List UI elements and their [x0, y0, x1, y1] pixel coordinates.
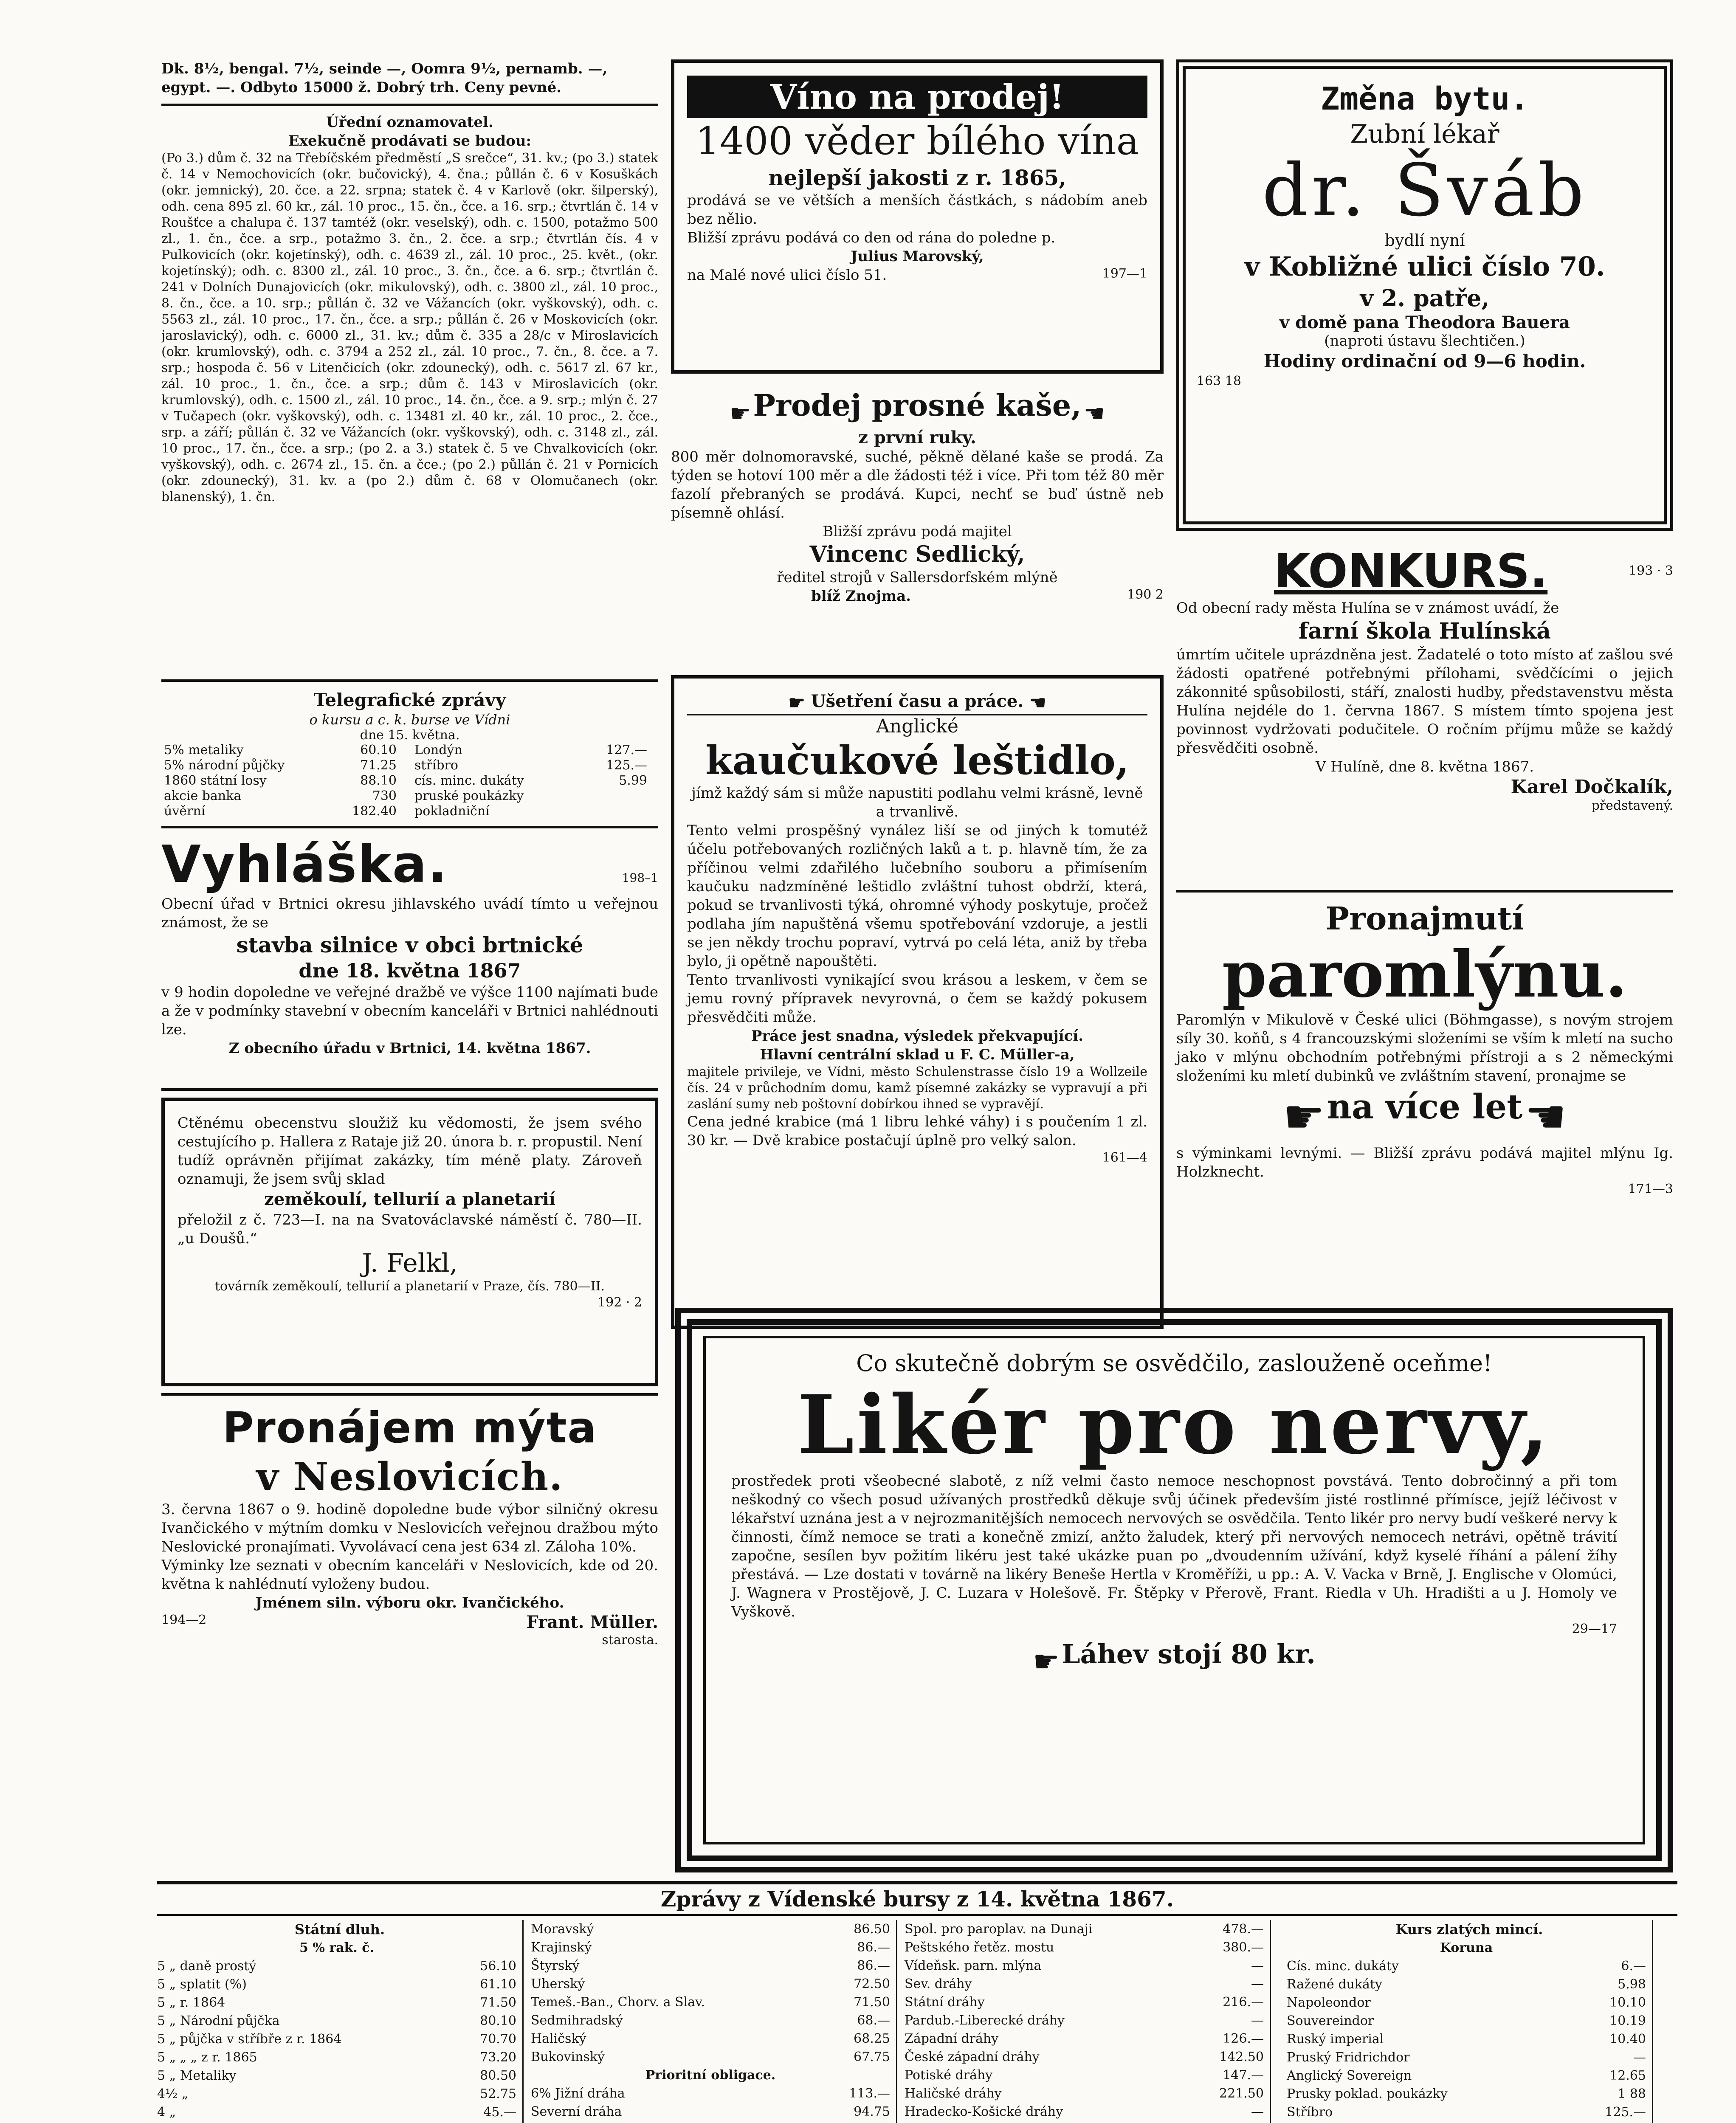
vyhlaska-text-4: v 9 hodin dopoledne ve veřejné dražbě ve výšce 1100 najímati bude a že v podmínky stavební v obecním kanceláři v Brtnici nahlédnouti lze. — [161, 984, 658, 1038]
bursa-value: 1 88 — [1618, 2086, 1646, 2101]
bursa-label: Spol. pro paroplav. na Dunaji — [905, 1922, 1093, 1937]
bursa-row — [905, 1938, 1270, 1957]
mlyn-ref: 171—3 — [1628, 1181, 1673, 1197]
konkurs-ref: 193 · 3 — [1629, 563, 1673, 578]
bursa-value: 142.50 — [1219, 2050, 1264, 2064]
table-row: pruské poukázky pokladniční — [414, 788, 524, 819]
bursa-row — [531, 2030, 896, 2048]
bursa-label: Anglický Sovereign — [1287, 2068, 1412, 2083]
lestidlo-ref: 161—4 — [1102, 1150, 1147, 1165]
bursa-row — [905, 2048, 1270, 2066]
mlyn-title-2: paromlýnu. — [1222, 937, 1628, 1012]
bursa-row — [157, 2030, 522, 2048]
bursa-value: — — [1251, 1958, 1264, 1973]
svab-house: v domě pana Theodora Bauera — [1279, 313, 1570, 332]
bursa-value: 478.— — [1223, 1922, 1264, 1937]
divider — [161, 679, 658, 682]
telegraf-right-table — [412, 743, 650, 819]
kase-sub: z první ruky. — [858, 428, 976, 448]
official-subheading: Exekučně prodávati se budou: — [288, 132, 532, 149]
bursa-label: Prusky poklad. poukázky — [1287, 2086, 1448, 2101]
bursa-row — [905, 1920, 1270, 1938]
lestidlo-sub: Anglické — [876, 715, 958, 737]
mlyn-more: na více let — [1327, 1087, 1523, 1126]
konkurs-name: Karel Dočkalík, — [1511, 776, 1673, 798]
svab-note: (naproti ústavu šlechtičen.) — [1324, 332, 1525, 349]
bursa-value: 72.50 — [854, 1977, 890, 1991]
bursa-label: Stříbro — [1287, 2105, 1333, 2120]
bursa-value: 221.50 — [1219, 2086, 1264, 2101]
bursa-row — [905, 2103, 1270, 2121]
myto-title-2: v Neslovicích. — [256, 1454, 564, 1499]
bursa-label: 5 % rak. č. — [299, 1940, 374, 1955]
konkurs-text-2: úmrtím učitele uprázdněna jest. Žadatelé o toto místo ať zašlou své žádosti opatřené potřebnými přílohami, svědčícími o jejich zákonnité spůsobilosti, stáří, znalosti hudby, představenstvu města Hulína nejdéle do 1. června 1867. S místem tímto spojena jest povinnost vydržovati podučitele. O ročním příjmu může se každý přesvědčiti osobně. — [1176, 646, 1673, 757]
lestidlo-simple: Práce jest snadna, výsledek překvapující. — [751, 1027, 1084, 1045]
pointing-hand-icon: ☚ — [1029, 692, 1046, 714]
bursa-label: Západní dráhy — [905, 2031, 999, 2046]
bursa-label: 4½ „ — [157, 2086, 189, 2101]
bursa-label: Krajinský — [531, 1940, 592, 1955]
bursa-row — [905, 2030, 1270, 2048]
vino-title: Víno na prodej! — [687, 76, 1147, 118]
bursa-value: 126.— — [1223, 2031, 1264, 2046]
bursa-row — [905, 2066, 1270, 2084]
bursa-row — [157, 2103, 522, 2121]
bursa-value: 6.— — [1621, 1959, 1646, 1974]
vino-ref: 197—1 — [1102, 266, 1147, 281]
myto-ad — [161, 1402, 658, 1648]
telegraf-date: dne 15. května. — [360, 728, 460, 743]
konkurs-role: představený. — [1591, 798, 1673, 813]
vino-name: Julius Marovský, — [851, 248, 984, 265]
bursa-row — [531, 2121, 896, 2123]
table-row: úvěrní 182.40 — [164, 804, 397, 819]
bursa-value: 80.50 — [480, 2068, 516, 2083]
bursa-row — [531, 1938, 896, 1957]
divider — [161, 1088, 658, 1091]
vyhlaska-ref: 198–1 — [622, 871, 658, 885]
bursa-label — [157, 2121, 176, 2123]
bursa-row — [1287, 1939, 1652, 1957]
konkurs-title: KONKURS. — [1274, 544, 1548, 598]
table-row: cís. minc. dukáty 5.99 — [414, 773, 647, 788]
svab-role: Zubní lékař — [1350, 119, 1499, 149]
lestidlo-lead: jímž každý sám si může napustiti podlahu velmi krásně, levně a trvanlivě. — [691, 784, 1143, 820]
bursa-label: Sedmihradský — [531, 2013, 623, 2028]
felkl-text-1: Ctěnému obecenstvu sloužiž ku vědomosti, že jsem svého cestujícího p. Hallera z Rataje již 20. února b. r. propustil. Není tudíž oprávněn přijímat zakázky, tím méně platy. Zároveň oznamuji, že jsem svůj sklad — [178, 1115, 642, 1188]
bursa-value: 86.— — [857, 1958, 890, 1973]
bursa-value: 380.— — [1223, 1940, 1264, 1955]
telegraf-left-table — [161, 743, 399, 819]
kase-info: Bližší zprávu podá majitel — [823, 523, 1012, 540]
myto-text-2: Výminky lze seznati v obecním kanceláři v Neslovicích, kde od 20. května k nahlédnutí vyloženy budou. — [161, 1557, 658, 1593]
lestidlo-title: kaučukové leštidlo, — [705, 737, 1129, 783]
bursa-label: Peštského řetěz. mostu — [905, 1940, 1054, 1955]
bursa-row — [531, 2103, 896, 2121]
felkl-text-2: zeměkoulí, tellurií a planetarií — [264, 1189, 555, 1209]
divider — [161, 104, 658, 106]
bursa-row — [157, 2048, 522, 2067]
vyhlaska-text-1: Obecní úřad v Brtnici okresu jihlavského uvádí tímto u veřejnou známost, že se — [161, 895, 658, 931]
lestidlo-text-1: Tento velmi prospěšný vynález liší se od jiných k tomutéž účelu potřebovaných rozličných laků a t. p. hlavně tím, že za příčinou velmi zdařilého lučebního souboru a přimísením kaučuku nadzmíněné leštidlo zvláštní tuhost obdrží, která, pokud se trvanlivosti týká, ohromné výhody poskytuje, pročež podlaha jím napuštěná všemu spotřebování vzdoruje, a jestli se jen někdy trochu popraví, vytrvá po celá léta, aniž by třeba bylo, ji opětně napouštěti. — [687, 822, 1147, 970]
vino-address: na Malé nové ulici číslo 51. — [687, 267, 887, 284]
bursa-label: 5 „ daně prostý — [157, 1959, 256, 1974]
bursa-value: — — [1251, 1977, 1264, 1991]
right-column — [1176, 59, 1673, 1197]
bursa-value: — — [1633, 2050, 1646, 2065]
bursa-label: 5 „ půjčka v stříbře z r. 1864 — [157, 2032, 342, 2047]
bursa-row — [157, 1993, 522, 2012]
pointing-hand-icon: ☛ — [730, 400, 751, 428]
bursa-label: Uherský — [531, 1977, 585, 1991]
bursa-row — [531, 2066, 896, 2084]
bursa-label: České západní dráhy — [905, 2050, 1040, 2064]
market-line-2: egypt. —. Odbyto 15000 ž. Dobrý trh. Ceny pevné. — [161, 79, 562, 96]
felkl-footer: továrník zeměkoulí, tellurií a planetarií v Praze, čís. 780—II. — [215, 1279, 605, 1294]
bursa-value — [483, 2121, 516, 2123]
bursa-value: 147.— — [1223, 2068, 1264, 2083]
table-row: Londýn 127.— — [414, 743, 647, 757]
pointing-hand-icon: ☚ — [1083, 400, 1105, 428]
bursa-label: Prioritní obligace. — [645, 2068, 776, 2083]
bursa-value: 68.— — [857, 2013, 890, 2028]
vino-text: prodává se ve větších a menších částkách, s nádobím aneb bez nělio. — [687, 192, 1147, 228]
myto-ref: 194—2 — [161, 1613, 207, 1627]
bursa-label: Sev. dráhy — [905, 1977, 972, 1991]
bursa-label: Moravský — [531, 1922, 594, 1937]
bursa-label: 5 „ r. 1864 — [157, 1995, 225, 2010]
vino-ad — [671, 59, 1164, 374]
bursa-label: Štyrský — [531, 1958, 580, 1973]
bursa-row — [1287, 2012, 1652, 2030]
vino-info: Bližší zprávu podává co den od rána do poledne p. — [687, 229, 1056, 246]
bursa-value — [1605, 2121, 1646, 2123]
kase-title: Prodej prosné kaše, — [753, 388, 1082, 423]
bursa-label — [905, 2121, 1264, 2123]
bursa-column — [1287, 1920, 1653, 2123]
bursa-row — [157, 2085, 522, 2103]
bursa-row — [1287, 1993, 1652, 2012]
bursa-row — [531, 1993, 896, 2011]
bursa-label: Hradecko-Košické dráhy — [905, 2104, 1063, 2119]
bursa-label: Potiské dráhy — [905, 2068, 993, 2083]
bursa-value: 56.10 — [480, 1959, 516, 1974]
bursa-label: 5 „ splatit (%) — [157, 1977, 247, 1992]
vyhlaska-title: Vyhláška. — [161, 835, 448, 894]
konkurs-school: farní škola Hulínská — [1299, 618, 1551, 644]
bursa-row — [157, 1975, 522, 1993]
bursa-label: 6% Jižní dráha — [531, 2086, 625, 2101]
bursa-label: Bukovinský — [531, 2050, 605, 2064]
bursa-value — [854, 2121, 890, 2123]
liker-ad — [675, 1308, 1673, 1872]
bursa-value: 73.20 — [480, 2050, 516, 2065]
bursa-row — [1287, 2030, 1652, 2048]
bursa-row — [157, 2121, 522, 2123]
vino-quality: nejlepší jakosti z r. 1865, — [768, 165, 1066, 190]
bursa-row — [1287, 2048, 1652, 2067]
bursa-label: Cís. minc. dukáty — [1287, 1959, 1399, 1974]
lestidlo-ad — [671, 675, 1164, 1329]
bursa-column — [157, 1920, 524, 2123]
vino-amount: 1400 věder bílého vína — [695, 119, 1139, 163]
bursa-label: 5 „ Metaliky — [157, 2068, 237, 2083]
bursa-row — [531, 2048, 896, 2066]
vyhlaska-sign: Z obecního úřadu v Brtnici, 14. května 1867. — [228, 1040, 591, 1057]
vyhlaska-ad — [161, 835, 658, 1081]
bursa-label: Vídeňsk. parn. mlýna — [905, 1958, 1042, 1973]
pointing-hand-icon: ☛ — [1283, 1089, 1325, 1144]
bursa-row — [531, 1975, 896, 1993]
svab-ref: 163 18 — [1197, 374, 1241, 389]
bursa-row — [531, 1957, 896, 1975]
bursa-label: Souvereindor — [1287, 2013, 1374, 2028]
bursa-row — [905, 2084, 1270, 2103]
liker-title: Likér pro nervy, — [797, 1377, 1551, 1472]
bursa-row — [905, 1957, 1270, 1975]
bursa-value: 10.40 — [1609, 2032, 1646, 2047]
bursa-row — [905, 1993, 1270, 2011]
bursa-value: 125.— — [1605, 2105, 1646, 2120]
bursa-label: Haličské dráhy — [905, 2086, 1002, 2101]
bursa-row — [1287, 1975, 1652, 1993]
bursa-row — [1287, 2085, 1652, 2103]
mlyn-text-2: s výminkami levnými. — Bližší zprávu podává majitel mlýnu Ig. Holzknecht. — [1176, 1144, 1673, 1180]
liker-intro: Co skutečně dobrým se osvědčilo, zaslouženě oceňme! — [856, 1350, 1492, 1377]
svab-title: Změna bytu. — [1320, 81, 1529, 117]
bursa-label: Pruský Fridrichdor — [1287, 2050, 1410, 2065]
bursa-label: 4 „ — [157, 2105, 176, 2120]
kase-role: ředitel strojů v Sallersdorfském mlýně — [777, 569, 1058, 586]
bursa-label — [531, 2121, 660, 2123]
lestidlo-depot: Hlavní centrální sklad u F. C. Müller-a, — [760, 1046, 1075, 1063]
bursa-label: 5 „ Národní půjčka — [157, 2013, 280, 2028]
bursa-row — [905, 1975, 1270, 1993]
kase-ref: 190 2 — [1127, 587, 1164, 602]
bursa-row — [531, 1920, 896, 1938]
svab-street: v Kobližné ulici číslo 70. — [1244, 251, 1605, 282]
bursa-value: 45.— — [483, 2105, 516, 2120]
divider — [161, 826, 658, 828]
bursa-section — [157, 1881, 1677, 2123]
bursa-value: 113.— — [849, 2086, 890, 2101]
bursa-value: — — [1251, 2013, 1264, 2028]
bursa-value: 86.— — [857, 1940, 890, 1955]
svab-hours: Hodiny ordinační od 9—6 hodin. — [1263, 351, 1586, 372]
telegraf-title: Telegrafické zprávy — [313, 690, 506, 710]
bursa-row — [531, 2011, 896, 2030]
bursa-value: — — [1251, 2104, 1264, 2119]
bursa-row — [1287, 1957, 1652, 1975]
bursa-label: 5 „ „ „ z r. 1865 — [157, 2050, 257, 2065]
bursa-column-heading: Kurs zlatých mincí. — [1395, 1921, 1543, 1937]
felkl-ad — [161, 1098, 658, 1386]
bursa-label: Ruský imperial — [1287, 2032, 1384, 2047]
bursa-row — [1287, 2103, 1652, 2121]
bursa-column — [905, 1920, 1271, 2123]
bursa-row — [1287, 2121, 1652, 2123]
bursa-row — [905, 2121, 1270, 2123]
table-row: 1860 státní losy 88.10 — [164, 773, 397, 788]
mlyn-title-1: Pronajmutí — [1325, 901, 1524, 937]
bursa-value: 80.10 — [480, 2013, 516, 2028]
bursa-value: 71.50 — [854, 1995, 890, 2010]
bursa-value: 86.50 — [854, 1922, 890, 1937]
bursa-row — [905, 2011, 1270, 2030]
bursa-value: 71.50 — [480, 1995, 516, 2010]
middle-column — [671, 59, 1164, 1329]
bursa-value: 10.19 — [1609, 2013, 1646, 2028]
bursa-value: 52.75 — [480, 2086, 516, 2101]
pointing-hand-icon: ☚ — [1525, 1089, 1567, 1144]
table-row: 5% národní půjčky 71.25 — [164, 758, 397, 773]
lestidlo-price: Cena jedné krabice (má 1 libru lehké váhy) i s poučením 1 zl. 30 kr. — Dvě krabice postačují úplně pro velký salon. — [687, 1113, 1147, 1149]
market-line-1: Dk. 8½, bengal. 7½, seinde —, Oomra 9½, pernamb. —, — [161, 60, 608, 77]
svab-name: dr. Šváb — [1262, 149, 1588, 233]
bursa-row — [531, 2084, 896, 2103]
vyhlaska-text-3: dne 18. května 1867 — [299, 959, 521, 982]
left-column — [161, 59, 658, 1648]
table-row: 5% metaliky 60.10 — [164, 743, 397, 757]
pointing-hand-icon: ☛ — [788, 692, 805, 714]
vyhlaska-text-2: stavba silnice v obci brtnické — [236, 932, 583, 957]
liker-ref: 29—17 — [1572, 1622, 1617, 1636]
table-row: akcie banka 730 — [164, 788, 397, 803]
bursa-value: 10.10 — [1609, 1995, 1646, 2010]
bursa-label: Ražené dukáty — [1287, 1977, 1382, 1992]
kase-text: 800 měr dolnomoravské, suché, pěkně dělané kaše se prodá. Za týden se hotoví 100 měr a dle žádosti též i více. Při tom též 80 měr fazolí přebraných se prodává. Kupci, nechť se buď ústně neb písemně ohlásí. — [671, 448, 1164, 521]
bursa-value: 94.75 — [854, 2104, 890, 2119]
bursa-title: Zprávy z Vídenské bursy z 14. května 1867. — [157, 1884, 1677, 1916]
mlyn-text: Paromlýn v Mikulově v České ulici (Böhmgasse), s novým strojem síly 30. koňů, s 4 francouzskými složeními se vším k mletí na sucho jako v mlýnu obchodním potřebnými přístroji a s 2 německými složeními ku mletí dubinků ve zvláštním stavení, pronajme se — [1176, 1011, 1673, 1084]
bursa-label: Napoleondor — [1287, 1995, 1371, 2010]
myto-text-1: 3. června 1867 o 9. hodině dopoledne bude výbor silničný okresu Ivančického v mýtním domku v Neslovicích veřejnou dražbou mýto Neslovické pronajímati. Vyvolávací cena jest 634 zl. Záloha 10%. — [161, 1501, 658, 1555]
table-row: stříbro 125.— — [414, 758, 647, 773]
bursa-row — [157, 1939, 522, 1957]
bursa-value: 70.70 — [480, 2032, 516, 2047]
pointing-hand-icon: ☛ — [1033, 1644, 1060, 1679]
mlyn-ad — [1176, 899, 1673, 1197]
bursa-row — [157, 2067, 522, 2085]
kase-place: blíž Znojma. — [811, 588, 911, 605]
konkurs-text-1: Od obecní rady města Hulína se v známost uvádí, že — [1176, 600, 1559, 617]
myto-role: starosta. — [602, 1633, 658, 1647]
kase-ad — [671, 386, 1164, 667]
bursa-row — [1287, 2067, 1652, 2085]
felkl-name: J. Felkl, — [362, 1248, 458, 1278]
bursa-label — [1287, 2121, 1436, 2123]
bursa-column — [531, 1920, 897, 2123]
lestidlo-top: Ušetření času a práce. — [811, 691, 1024, 711]
felkl-text-3: přeložil z č. 723—I. na na Svatováclavské náměstí č. 780—II. „u Doušů.“ — [178, 1211, 642, 1247]
official-body: (Po 3.) dům č. 32 na Třebíčském předměstí „S srečce“, 31. kv.; (po 3.) statek č. 14 v Nemochovicích (okr. bučovický), 4. čna.; půllán č. 6 v Kosuškách (okr. jemnický), 20. čce. a 22. srpna; statek č. 4 v Karlově (okr. šilperský), odh. cena 895 zl. 60 kr., zál. 10 proc., 15. čn., čce. a 16. srp.; čtvrtlán č. 14 v Roušťce a chalupa č. 137 tamtéž (okr. veselský), odh. c. 1500, potažmo 500 zl., 1. čn., čce. a srp., potažmo 3. čn., 2. čce. a srp.; čtvrtlán čís. 4 v Pulkovicích (okr. kojetínský), odh. c. 4639 zl., zál. 10 proc., 25. květ., (okr. kojetínský); odh. c. 8300 zl., zál. 10 proc., 3. čn., čce. a 6. srp.; čtvrtlán č. 241 v Dolních Dunajovicích (okr. mikulovský), odh. c. 3800 zl., zál. 10 proc., 8. čn., čce. a 10. srp.; půllán č. 32 ve Vážancích (okr. vyškovský), odh. c. 5563 zl., zál. 10 proc., 17. čn., čce. a srp.; půllán č. 26 v Moskovicích (okr. jaroslavický), odh. c. 6000 zl., 31. kv.; dům č. 335 a 28/c v Miroslavicích (okr. krumlovský), odh. c. 3794 a 252 zl., zál. 10 proc., 7. čn., 8. čce. a 7. srp.; hospoda č. 56 v Litenčicích (okr. zdounecký), odh. c. 5617 zl. 67 kr., zál. 10 proc., 1. čn., čce. a srp.; dům č. 143 v Miroslavicích (okr. krumlovský), odh. c. 1500 zl., zál. 10 proc., 14. čn., čce. a 9. srp.; mlýn č. 27 v Tučapech (okr. vyškovský), odh. c. 13481 zl. 40 kr., zál. 10 proc., 2. čce., srp. a září; půllán č. 32 ve Vážancích (okr. vyškovský), odh. c. 3148 zl., zál. 10 proc., 17. čn., čce. a srp.; (po 2. a 3.) statek č. 5 ve Chvalkovicích (okr. vyškovský), odh. c. 2674 zl., 15. čn. a čce.; (po 2.) půllán č. 21 v Pornicích (okr. zdounecký), 31. kv. a (po 2.) dům č. 68 v Olomučanech (okr. blanenský), 1. čn. — [161, 151, 658, 504]
bursa-value: 68.25 — [854, 2031, 890, 2046]
lestidlo-text-2: Tento trvanlivosti vynikající svou krásou a leskem, v čem se jemu rovný přípravek nevyrovná, o čem se každý pokusem přesvědčiti může. — [687, 971, 1147, 1026]
myto-name: Frant. Müller. — [526, 1612, 658, 1632]
bursa-label: Koruna — [1440, 1940, 1493, 1955]
bursa-row — [157, 2012, 522, 2030]
bursa-label: Pardub.-Liberecké dráhy — [905, 2013, 1065, 2028]
bursa-label: Temeš.-Ban., Chorv. a Slav. — [531, 1995, 705, 2010]
bursa-label: Státní dráhy — [905, 1995, 985, 2010]
official-heading: Úřední oznamovatel. — [326, 114, 493, 131]
telegraf-block — [161, 689, 658, 819]
bursa-value: 5.98 — [1618, 1977, 1646, 1992]
bursa-value: 216.— — [1223, 1995, 1264, 2010]
bursa-value: 67.75 — [854, 2050, 890, 2064]
felkl-ref: 192 · 2 — [597, 1295, 642, 1310]
divider — [161, 1393, 658, 1396]
bursa-column-heading: Státní dluh. — [294, 1921, 385, 1937]
kase-name: Vincenc Sedlický, — [809, 541, 1025, 567]
svab-now: bydlí nyní — [1384, 231, 1465, 250]
telegraf-subtitle: o kursu a c. k. burse ve Vídni — [309, 712, 510, 728]
bursa-row — [157, 1957, 522, 1975]
bursa-label: Severní dráha — [531, 2104, 622, 2119]
divider — [1176, 890, 1673, 893]
bursa-value: 61.10 — [480, 1977, 516, 1992]
liker-text: prostředek proti všeobecné slabotě, z níž velmi často nemoce neschopnost povstává. Tento dobročinný a při tom neškodný co všech posud užívaných prostředků děkuje svůj účinek především jisté rostlinné přímísce, jejíž léčivost v lékařství uznána jest a v nejrozmanitějších nemocech nervových se osvědčila. Tento likér pro nervy budí veškeré nervy k činnosti, čímž nemoce se trati a konečně zmizí, anžto žaludek, který při nervových nemocech netrávi, opětně trávití započne, sesílen byv požitím likéru jest také ukázke puan po „dvoudenním užívání, když kyselé říhání a pálení žíhy přestává. — Lze dostati v továrně na likéry Beneše Hertla v Kroměříži, u pp.: A. V. Vacka v Brně, J. Englische v Olomúci, J. Wagnera v Prostějově, J. C. Luzara v Holešově. Fr. Štěpky v Přerově, Frant. Riedla v Uh. Hradišti a u J. Homoly ve Vyškově. — [731, 1473, 1617, 1620]
svab-ad — [1176, 59, 1673, 531]
lestidlo-depot-2: majitele privileje, ve Vídni, město Schulenstrasse číslo 19 a Wollzeile čís. 24 v průchodním domu, kamž písemné zakázky se vypravují a při zaslání sumy neb poštovní dobírkou ihned se vypravějí. — [687, 1064, 1147, 1112]
bursa-value: 12.65 — [1609, 2068, 1646, 2083]
myto-title-1: Pronájem mýta — [223, 1403, 597, 1453]
konkurs-date: V Hulíně, dne 8. května 1867. — [1315, 758, 1534, 775]
liker-price: Láhev stojí 80 kr. — [1062, 1639, 1316, 1670]
svab-floor: v 2. patře, — [1360, 284, 1490, 312]
bursa-label: Haličský — [531, 2031, 586, 2046]
konkurs-ad — [1176, 543, 1673, 883]
myto-sign: Jménem siln. výboru okr. Ivančického. — [255, 1594, 564, 1611]
